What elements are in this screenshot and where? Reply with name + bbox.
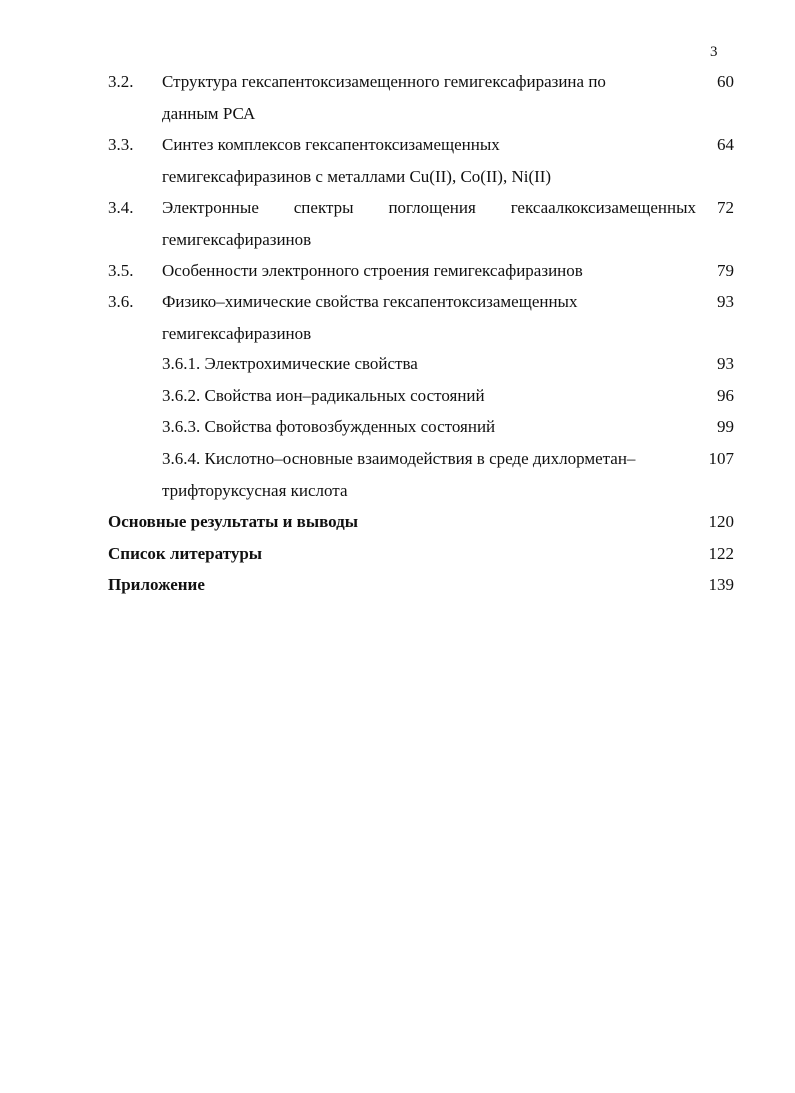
toc-subentry-page: 99 (717, 417, 734, 436)
toc-entry-title-continued: гемигексафиразинов с металлами Cu(II), Co(II), Ni(II) (162, 167, 552, 186)
toc-subentry-title: 3.6.2. Свойства ион–радикальных состояний (162, 386, 485, 405)
toc-entry-title-continued: данным РСА (162, 104, 256, 123)
toc-entry-title-continued: гемигексафиразинов (162, 324, 312, 343)
toc-subentry-3-6-1[interactable] (0, 348, 795, 380)
toc-subentry-title-continued: трифторуксусная кислота (162, 481, 348, 500)
toc-main-page: 120 (708, 512, 734, 531)
toc-subentry-title: 3.6.4. Кислотно–основные взаимодействия в среде дихлорметан– (162, 449, 636, 468)
toc-main-page: 122 (708, 544, 734, 563)
toc-entry-title: Особенности электронного строения гемигексафиразинов (162, 261, 583, 280)
toc-entry-number: 3.4. (108, 198, 134, 217)
toc-main-title: Приложение (108, 575, 205, 594)
toc-entry-title-continued: гемигексафиразинов (162, 230, 312, 249)
page-number: 3 (710, 44, 718, 60)
toc-main-results[interactable] (0, 506, 795, 538)
toc-entry-page: 72 (717, 198, 734, 217)
toc-entry-title: Структура гексапентоксизамещенного гемигексафиразина по (162, 72, 606, 91)
toc-entry-number: 3.3. (108, 135, 134, 154)
toc-main-title: Список литературы (108, 544, 263, 563)
toc-entry-page: 64 (717, 135, 734, 154)
toc-main-page: 139 (708, 575, 734, 594)
toc-main-references[interactable] (0, 538, 795, 570)
toc-entry-3-4[interactable] (0, 192, 795, 256)
toc-main-title: Основные результаты и выводы (108, 512, 359, 531)
toc-subentry-3-6-3[interactable] (0, 411, 795, 443)
toc-entry-page: 60 (717, 72, 734, 91)
toc-subentry-page: 107 (708, 449, 734, 468)
toc-subentry-page: 93 (717, 354, 734, 373)
toc-entry-number: 3.5. (108, 261, 134, 280)
toc-subentry-3-6-4[interactable] (0, 443, 795, 507)
toc-entry-title: Электронные спектры поглощения гексаалкоксизамещенных (162, 198, 696, 217)
toc-main-appendix[interactable] (0, 569, 795, 601)
toc-entry-title: Физико–химические свойства гексапентоксизамещенных (162, 292, 578, 311)
toc-entry-3-6[interactable] (0, 286, 795, 350)
toc-subentry-title: 3.6.1. Электрохимические свойства (162, 354, 418, 373)
toc-entry-number: 3.2. (108, 72, 134, 91)
toc-subentry-page: 96 (717, 386, 734, 405)
toc-entry-number: 3.6. (108, 292, 134, 311)
toc-subentry-3-6-2[interactable] (0, 380, 795, 412)
toc-subentry-title: 3.6.3. Свойства фотовозбужденных состояний (162, 417, 496, 436)
toc-entry-3-5[interactable] (0, 255, 795, 287)
toc-entry-3-2[interactable] (0, 66, 795, 130)
toc-entry-page: 93 (717, 292, 734, 311)
toc-entry-title: Синтез комплексов гексапентоксизамещенных (162, 135, 500, 154)
toc-entry-3-3[interactable] (0, 129, 795, 193)
toc-entry-page: 79 (717, 261, 734, 280)
